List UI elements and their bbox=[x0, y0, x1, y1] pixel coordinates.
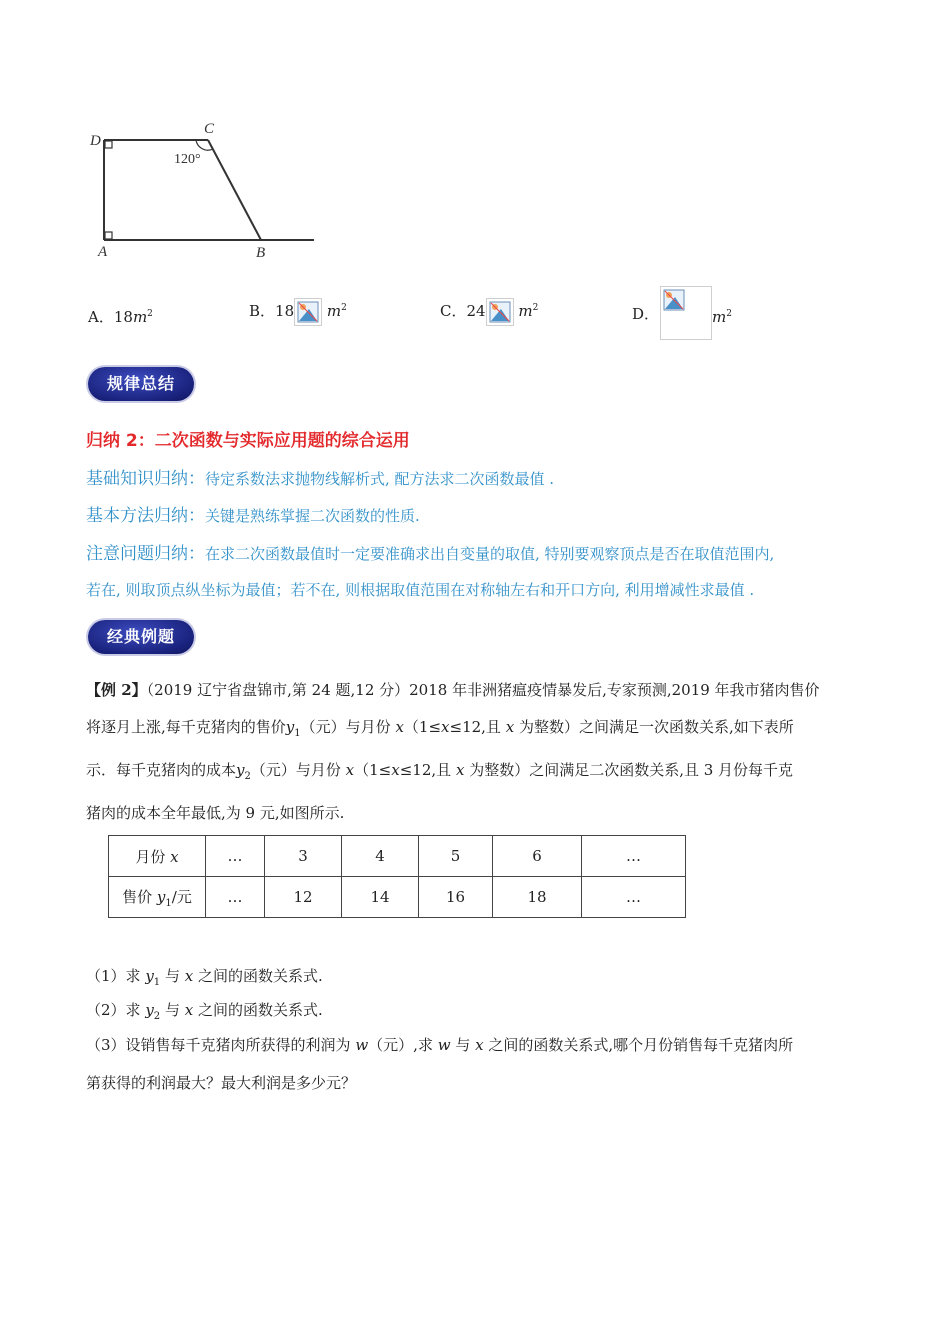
option-d-letter: D． bbox=[632, 305, 660, 323]
example-tag: 【例 2】 bbox=[86, 681, 147, 699]
basic-knowledge bbox=[86, 464, 554, 489]
var-x: x bbox=[475, 1036, 484, 1054]
example-line-3d: ≤12,且 bbox=[399, 761, 452, 779]
var-w: w bbox=[355, 1036, 369, 1054]
example-line-2e: 为整数）之间满足一次函数关系,如下表所 bbox=[518, 718, 794, 736]
price-unit: /元 bbox=[171, 887, 192, 906]
broken-image-icon bbox=[660, 286, 712, 340]
example-line-3 bbox=[86, 752, 866, 795]
table-header-price bbox=[109, 877, 206, 918]
caution-label: 注意问题归纳： bbox=[86, 544, 205, 564]
basic-knowledge-label: 基础知识归纳： bbox=[86, 469, 205, 489]
section-title: 归纳 2：二次函数与实际应用题的综合运用 bbox=[86, 431, 410, 451]
q1-c: 之间的函数关系式. bbox=[193, 967, 323, 985]
label-b: B bbox=[256, 245, 266, 261]
table-cell: 3 bbox=[265, 836, 342, 877]
q1-a: （1）求 bbox=[86, 967, 146, 985]
var-x: x bbox=[345, 761, 355, 779]
figure-svg bbox=[86, 116, 326, 266]
var-x: x bbox=[170, 847, 179, 866]
example-line-2a: 将逐月上涨,每千克猪肉的售价 bbox=[86, 718, 286, 736]
question-1 bbox=[86, 965, 323, 994]
q1-b: 与 bbox=[160, 967, 185, 985]
option-b-exp: 2 bbox=[341, 303, 347, 313]
caution-line-2: 若在, 则取顶点纵坐标为最值；若不在, 则根据取值范围在对称轴左右和开口方向, 利用增减性求最值 . bbox=[86, 581, 755, 599]
option-d-unit-wrap bbox=[712, 304, 732, 327]
var-x: x bbox=[455, 761, 465, 779]
option-a[interactable] bbox=[88, 304, 153, 327]
label-a: A bbox=[98, 244, 108, 260]
month-label: 月份 bbox=[135, 847, 171, 866]
table-cell: 14 bbox=[342, 877, 419, 918]
right-angle-a bbox=[105, 232, 112, 239]
option-d[interactable] bbox=[632, 304, 659, 324]
option-c-letter: C． bbox=[440, 302, 467, 320]
question-3-line-2: 第获得的利润最大？最大利润是多少元？ bbox=[86, 1074, 357, 1092]
q3-b: （元）,求 bbox=[368, 1036, 438, 1054]
table-cell: 6 bbox=[493, 836, 582, 877]
question-2 bbox=[86, 999, 323, 1028]
var-x: x bbox=[184, 967, 194, 985]
example-line-2c: （1≤ bbox=[403, 718, 442, 736]
label-c: C bbox=[204, 121, 215, 137]
example-line-1-text: （2019 辽宁省盘锦市,第 24 题,12 分）2018 年非洲猪瘟疫情暴发后,专家预测,2019 年我市猪肉售价 bbox=[146, 681, 820, 699]
example-paragraph bbox=[86, 672, 866, 832]
option-b-letter: B． bbox=[249, 302, 276, 320]
sub-2: 2 bbox=[153, 1011, 161, 1022]
option-c-value: 24 bbox=[466, 302, 486, 320]
option-a-exp: 2 bbox=[147, 309, 153, 319]
side-cb bbox=[208, 140, 261, 240]
basic-method-text: 关键是熟练掌握二次函数的性质. bbox=[205, 507, 420, 525]
label-d: D bbox=[90, 133, 101, 149]
caution-text-1: 在求二次函数最值时一定要准确求出自变量的取值, 特别要观察顶点是否在取值范围内, bbox=[205, 545, 775, 563]
table-cell: 4 bbox=[342, 836, 419, 877]
example-line-3a: 示．每千克猪肉的成本 bbox=[86, 761, 237, 779]
q3-c: 与 bbox=[450, 1036, 476, 1054]
summary-badge: 规律总结 bbox=[88, 367, 194, 401]
option-c-unit: m bbox=[518, 302, 533, 320]
var-y: y bbox=[156, 887, 166, 906]
angle-label: 120° bbox=[174, 152, 201, 167]
example-line-3b: （元）与月份 bbox=[250, 761, 341, 779]
sub-2: 2 bbox=[244, 771, 251, 782]
broken-image-icon bbox=[486, 298, 514, 326]
right-angle-d bbox=[105, 141, 112, 148]
table-cell: 16 bbox=[419, 877, 493, 918]
table-row bbox=[109, 877, 686, 918]
q2-a: （2）求 bbox=[86, 1001, 146, 1019]
broken-image-icon bbox=[294, 298, 322, 326]
example-line-4: 猪肉的成本全年最低,为 9 元,如图所示. bbox=[86, 804, 345, 822]
q3-d: 之间的函数关系式,哪个月份销售每千克猪肉所 bbox=[483, 1036, 794, 1054]
var-y: y bbox=[285, 718, 295, 736]
option-d-unit: m bbox=[712, 308, 727, 326]
var-y: y bbox=[236, 761, 245, 779]
option-c-exp: 2 bbox=[532, 303, 539, 313]
price-label: 售价 bbox=[122, 887, 157, 906]
question-3 bbox=[86, 1034, 793, 1056]
price-table bbox=[108, 835, 686, 918]
table-cell: 12 bbox=[265, 877, 342, 918]
basic-knowledge-text: 待定系数法求抛物线解析式, 配方法求二次函数最值 . bbox=[205, 470, 555, 488]
caution bbox=[86, 539, 774, 564]
var-x: x bbox=[505, 718, 515, 736]
examples-badge: 经典例题 bbox=[88, 620, 194, 654]
example-line-2 bbox=[86, 709, 866, 752]
var-y: y bbox=[145, 967, 154, 985]
example-line-2b: （元）与月份 bbox=[300, 718, 391, 736]
table-row bbox=[109, 836, 686, 877]
table-cell: … bbox=[206, 836, 265, 877]
q2-c: 之间的函数关系式. bbox=[193, 1001, 323, 1019]
trapezoid-figure bbox=[86, 116, 326, 266]
sub-1: 1 bbox=[294, 728, 301, 739]
q3-a: （3）设销售每千克猪肉所获得的利润为 bbox=[86, 1036, 356, 1054]
q2-b: 与 bbox=[160, 1001, 185, 1019]
table-cell: 18 bbox=[493, 877, 582, 918]
table-cell: … bbox=[206, 877, 265, 918]
option-a-letter: A． bbox=[88, 308, 114, 326]
table-cell: … bbox=[582, 836, 686, 877]
var-y: y bbox=[145, 1001, 154, 1019]
table-cell: 5 bbox=[419, 836, 493, 877]
option-b-value: 18 bbox=[275, 302, 295, 320]
example-line-2d: ≤12,且 bbox=[449, 718, 501, 736]
var-x: x bbox=[395, 718, 404, 736]
example-line-1 bbox=[86, 672, 866, 709]
var-x: x bbox=[184, 1001, 194, 1019]
option-b[interactable] bbox=[249, 298, 347, 326]
example-line-3e: 为整数）之间满足二次函数关系,且 3 月份每千克 bbox=[469, 761, 794, 779]
option-b-unit: m bbox=[326, 302, 342, 320]
var-w: w bbox=[437, 1036, 451, 1054]
basic-method bbox=[86, 501, 420, 526]
basic-method-label: 基本方法归纳： bbox=[86, 506, 205, 526]
var-x: x bbox=[391, 761, 400, 779]
table-header-month bbox=[109, 836, 206, 877]
sub-1: 1 bbox=[153, 977, 161, 988]
sub-1: 1 bbox=[165, 897, 172, 909]
table-cell: … bbox=[582, 877, 686, 918]
option-c[interactable] bbox=[440, 298, 538, 326]
option-a-unit: m bbox=[132, 308, 148, 326]
option-d-exp: 2 bbox=[726, 309, 732, 319]
example-line-3c: （1≤ bbox=[354, 761, 392, 779]
option-a-value: 18 bbox=[113, 308, 133, 326]
var-x: x bbox=[441, 718, 450, 736]
